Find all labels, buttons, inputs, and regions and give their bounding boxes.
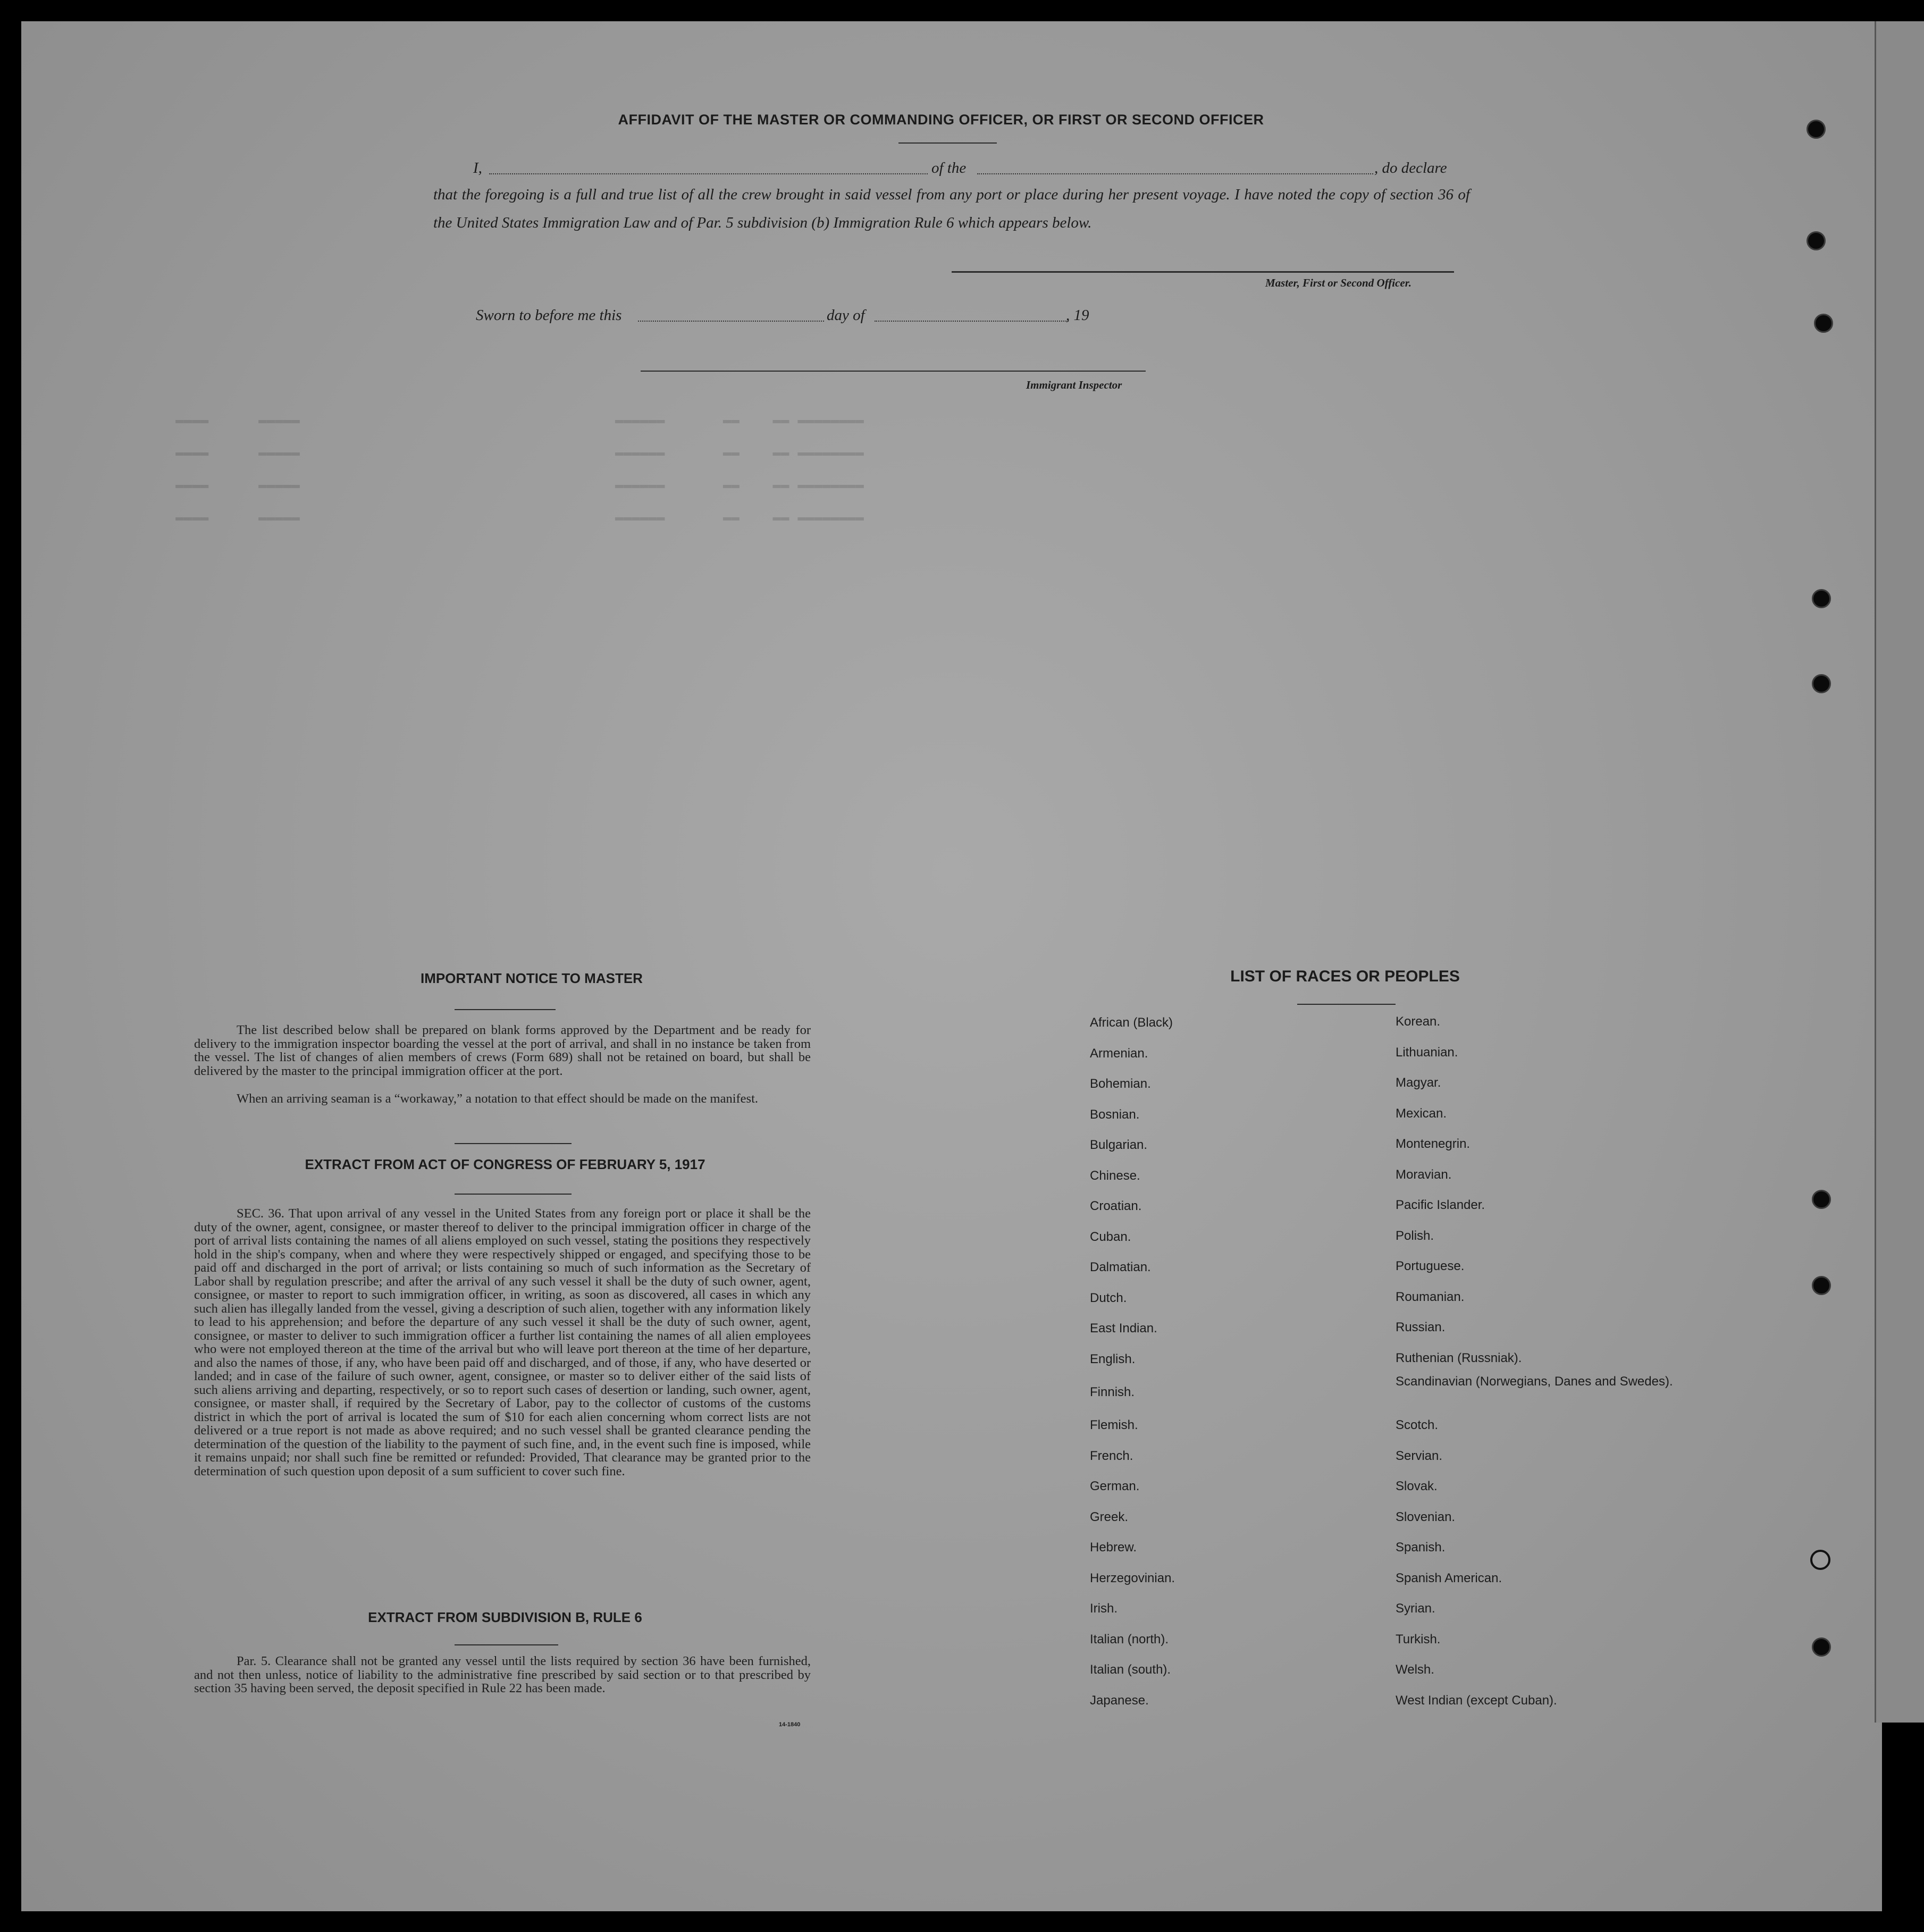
race-item: Pacific Islander.	[1396, 1198, 1485, 1212]
notice-paragraph-1: The list described below shall be prepared on blank forms approved by the Department and be ready for delivery to the immigration inspector boarding the vessel at the port of arrival, and shall in no instance be taken from the vessel. The list of changes of alien members of crews (Form 689) shall not be retained on board, but shall be delivered by the master to the principal immigration officer at the port.	[194, 1023, 811, 1078]
act-top-rule	[455, 1143, 572, 1144]
race-item: Bosnian.	[1090, 1107, 1140, 1122]
race-item: Irish.	[1090, 1601, 1118, 1616]
act-section-36-text: SEC. 36. That upon arrival of any vessel in the United States from any foreign port or place it shall be the duty of the owner, agent, consignee, or master thereof to deliver to the principal immigration officer in charge of the port of arrival lists containing the names of all aliens employed on such vessel, stating the positions they respectively hold in the ship's company, when and where they were respectively shipped or engaged, and specifying those to be paid off and discharged in the port of arrival; or lists containing so much of such information as the Secretary of Labor shall by regulation prescribe; and after the arrival of any such vessel it shall be the duty of such owner, agent, consignee, or master to report to such immigration officer, in writing, as soon as discovered, all cases in which any such alien has illegally landed from the vessel, giving a description of such alien, together with any information likely to lead to his apprehension; and before the departure of any such vessel it shall be the duty of such owner, agent, consignee, or master to deliver to such immigration officer a further list containing the names of all alien employees who were not employed thereon at the time of the arrival but who will leave port thereon at the time of her departure, and also the names of those, if any, who have been paid off and discharged, and of those, if any, who have deserted or landed; and in case of the failure of such owner, agent, consignee, or master so to deliver either of the said lists of such aliens arriving and departing, respectively, or so to report such cases of desertion or landing, such owner, agent, consignee, or master shall, if required by the Secretary of Labor, pay to the collector of customs of the customs district in which the port of arrival is located the sum of $10 for each alien concerning whom correct lists are not delivered or a true report is not made as above required; and no such vessel shall be granted clearance pending the determination of the question of the liability to the payment of such fine, and, in the event such fine is imposed, while it remains unpaid; nor shall such fine be remitted or refunded: Provided, That clearance may be granted prior to the determination of such question upon deposit of a sum sufficient to cover such fine.	[194, 1206, 811, 1479]
rule-underline	[455, 1644, 558, 1645]
year-label: , 19	[1066, 307, 1089, 324]
race-item: Polish.	[1396, 1228, 1434, 1243]
notice-paragraph-2: When an arriving seaman is a “workaway,” a notation to that effect should be made on the manifest.	[237, 1091, 759, 1106]
race-item: Welsh.	[1396, 1662, 1434, 1677]
act-bottom-rule	[455, 1194, 572, 1195]
race-item: German.	[1090, 1479, 1140, 1493]
race-item: African (Black)	[1090, 1015, 1173, 1030]
race-item: Servian.	[1396, 1448, 1443, 1463]
race-item: Italian (north).	[1090, 1632, 1169, 1647]
race-item: Montenegrin.	[1396, 1137, 1471, 1151]
race-item: Bohemian.	[1090, 1077, 1151, 1091]
race-item: Mexican.	[1396, 1106, 1447, 1121]
races-underline	[1297, 1004, 1396, 1005]
rule-par-5-text: Par. 5. Clearance shall not be granted any vessel until the lists required by section 36 have been furnished, and not then unless, notice of liability to the administrative fine prescribed by said section or to that prescribed by section 35 having been served, the deposit specified in Rule 22 has been made.	[194, 1654, 811, 1695]
affidavit-paragraph: that the foregoing is a full and true list of all the crew brought in said vessel from any port or place during her present voyage. I have noted the copy of section 36 of the United States Immigration Law and of Par. 5 subdivision (b) Immigration Rule 6 which appears below.	[433, 186, 1470, 231]
inspector-signature-line	[641, 371, 1146, 372]
affidavit-title: AFFIDAVIT OF THE MASTER OR COMMANDING OFFICER, OR FIRST OR SECOND OFFICER	[618, 112, 1264, 128]
binder-hole	[1814, 314, 1833, 333]
binder-hole	[1812, 589, 1831, 608]
binder-hole	[1807, 120, 1826, 139]
month-blank	[875, 321, 1069, 322]
binder-hole	[1812, 1190, 1831, 1209]
race-item: Ruthenian (Russniak).	[1396, 1350, 1522, 1365]
race-item: West Indian (except Cuban).	[1396, 1693, 1557, 1708]
race-item: Syrian.	[1396, 1601, 1435, 1616]
form-number: 14-1840	[779, 1721, 801, 1728]
race-item: Finnish.	[1090, 1385, 1135, 1399]
title-underline	[898, 142, 997, 144]
binding-strip	[1875, 21, 1924, 1723]
race-item: Korean.	[1396, 1014, 1441, 1029]
vessel-blank	[977, 173, 1373, 174]
race-item: East Indian.	[1090, 1321, 1157, 1335]
day-of-label: day of	[827, 307, 865, 324]
races-column-1	[1090, 1007, 1175, 1716]
race-item: Bulgarian.	[1090, 1138, 1148, 1152]
affidavit-declare-label: , do declare	[1374, 159, 1447, 177]
binder-hole	[1812, 674, 1831, 693]
sworn-label: Sworn to before me this	[476, 307, 622, 324]
binder-hole	[1810, 1550, 1830, 1570]
race-item: Cuban.	[1090, 1229, 1131, 1244]
race-item: Croatian.	[1090, 1199, 1142, 1213]
race-item: Hebrew.	[1090, 1540, 1137, 1555]
race-item: Dalmatian.	[1090, 1260, 1151, 1274]
race-item: Chinese.	[1090, 1168, 1140, 1183]
race-item: Greek.	[1090, 1509, 1129, 1524]
race-item: Armenian.	[1090, 1046, 1148, 1061]
race-item: Slovak.	[1396, 1479, 1438, 1493]
race-item: Scandinavian (Norwegians, Danes and Swedes).	[1396, 1374, 1673, 1389]
act-title: EXTRACT FROM ACT OF CONGRESS OF FEBRUARY 5, 1917	[305, 1156, 705, 1172]
race-item: Lithuanian.	[1396, 1045, 1458, 1060]
rule-title: EXTRACT FROM SUBDIVISION B, RULE 6	[368, 1609, 642, 1625]
notice-title: IMPORTANT NOTICE TO MASTER	[421, 970, 643, 986]
affidavit-of-the-label: of the	[931, 159, 967, 177]
race-item: Spanish American.	[1396, 1570, 1502, 1585]
race-item: French.	[1090, 1448, 1133, 1463]
race-item: Russian.	[1396, 1320, 1446, 1334]
binder-hole	[1807, 231, 1826, 250]
race-item: Roumanian.	[1396, 1289, 1465, 1304]
day-blank	[638, 321, 824, 322]
race-item: Slovenian.	[1396, 1509, 1456, 1524]
binder-hole	[1812, 1637, 1831, 1657]
race-item: Scotch.	[1396, 1418, 1439, 1432]
notice-underline	[455, 1009, 556, 1010]
binder-hole	[1812, 1276, 1831, 1295]
race-item: Italian (south).	[1090, 1662, 1171, 1677]
races-column-2	[1396, 1006, 1673, 1716]
race-item: English.	[1090, 1351, 1136, 1366]
races-title: LIST OF RACES OR PEOPLES	[1230, 968, 1460, 985]
race-item: Japanese.	[1090, 1693, 1149, 1708]
bleed-through-texture: ▬▬▬▬ ▬▬▬▬▬ ▬▬▬▬▬▬ ▬▬ ▬▬ ▬▬▬▬▬▬▬▬ ▬▬▬▬ ▬▬▬▬▬ ▬▬▬▬▬▬ ▬▬ ▬▬ ▬▬▬▬▬▬▬▬ ▬▬▬▬ ▬▬▬▬▬ ▬▬▬▬▬▬ ▬▬ ▬▬ ▬▬▬▬▬▬▬▬ ▬▬▬▬ ▬▬▬▬▬ ▬▬▬▬▬▬ ▬▬ ▬▬ ▬▬▬▬▬▬▬▬	[175, 412, 864, 525]
race-item: Turkish.	[1396, 1632, 1441, 1647]
name-blank	[489, 173, 928, 174]
race-item: Flemish.	[1090, 1418, 1138, 1432]
race-item: Dutch.	[1090, 1290, 1127, 1305]
race-item: Spanish.	[1396, 1540, 1446, 1555]
race-item: Portuguese.	[1396, 1259, 1465, 1273]
master-signature-caption: Master, First or Second Officer.	[1265, 276, 1412, 289]
affidavit-i-label: I,	[473, 159, 482, 177]
inspector-caption: Immigrant Inspector	[1026, 379, 1122, 391]
race-item: Magyar.	[1396, 1076, 1441, 1090]
race-item: Moravian.	[1396, 1167, 1452, 1182]
master-signature-line	[952, 271, 1454, 273]
race-item: Herzegovinian.	[1090, 1570, 1175, 1585]
